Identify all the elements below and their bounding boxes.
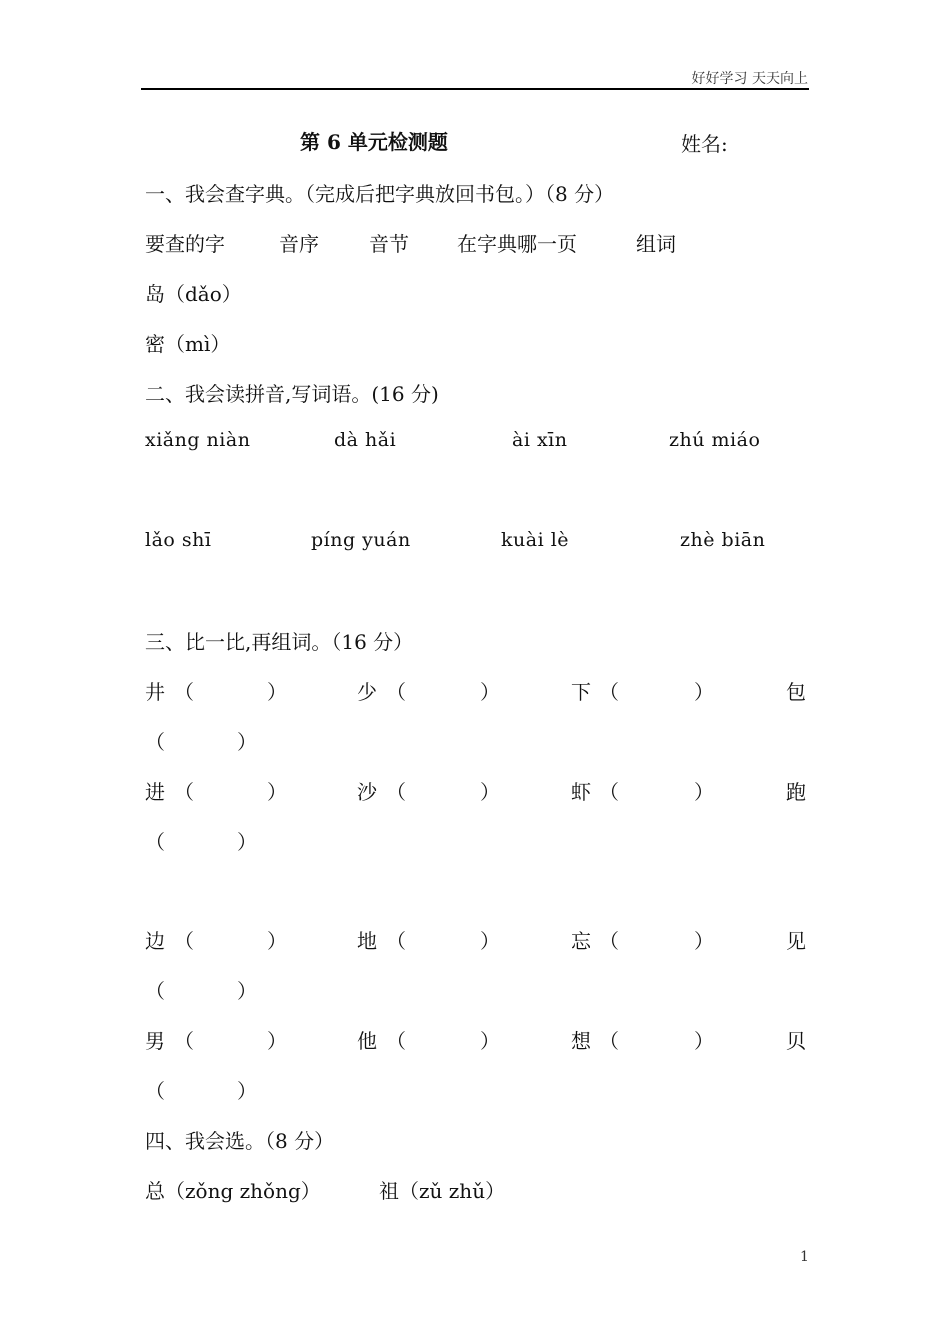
column-header-page: 在字典哪一页 [457, 232, 577, 256]
compare-char: 见 [786, 929, 806, 953]
pinyin-item: píng yuán [311, 529, 411, 551]
answer-close-paren: ） [694, 929, 714, 953]
column-header-char: 要查的字 [145, 232, 225, 256]
answer-open-paren: （ [599, 929, 619, 953]
answer-close-paren: ） [480, 929, 500, 953]
page-header-text: 好好学习 天天向上 [691, 71, 808, 87]
answer-close-paren: ） [480, 780, 500, 804]
answer-open-paren: （ [599, 780, 619, 804]
answer-open-paren: （ [174, 780, 194, 804]
answer-close-paren: ） [237, 830, 257, 854]
answer-close-paren: ） [480, 1029, 500, 1053]
answer-open-paren: （ [599, 1029, 619, 1053]
answer-close-paren: ） [267, 680, 287, 704]
answer-close-paren: ） [237, 730, 257, 754]
compare-char: 忘 [571, 929, 591, 953]
header-rule [141, 88, 809, 90]
answer-open-paren: （ [174, 1029, 194, 1053]
answer-open-paren: （ [386, 1029, 406, 1053]
compare-char: 贝 [786, 1029, 806, 1053]
answer-open-paren: （ [386, 929, 406, 953]
answer-open-paren: （ [174, 929, 194, 953]
section4-heading: 四、我会选。（8 分） [145, 1129, 335, 1153]
compare-char: 包 [786, 680, 806, 704]
compare-char: 想 [571, 1029, 591, 1053]
answer-close-paren: ） [694, 1029, 714, 1053]
answer-close-paren: ） [480, 680, 500, 704]
column-header-word: 组词 [636, 232, 676, 256]
answer-open-paren: （ [599, 680, 619, 704]
compare-char: 少 [357, 680, 377, 704]
compare-char: 边 [145, 929, 165, 953]
answer-open-paren: （ [145, 830, 165, 854]
compare-char: 进 [145, 780, 165, 804]
compare-char: 沙 [357, 780, 377, 804]
answer-open-paren: （ [386, 680, 406, 704]
pinyin-item: dà hǎi [334, 429, 397, 451]
page-title: 第 6 单元检测题 [300, 130, 448, 154]
section1-heading: 一、我会查字典。（完成后把字典放回书包。）（8 分） [145, 182, 615, 206]
compare-char: 他 [357, 1029, 377, 1053]
pinyin-item: ài xīn [512, 429, 568, 451]
answer-close-paren: ） [694, 680, 714, 704]
compare-char: 地 [357, 929, 377, 953]
answer-close-paren: ） [694, 780, 714, 804]
page-number: 1 [800, 1249, 809, 1265]
answer-close-paren: ） [267, 1029, 287, 1053]
pinyin-item: kuài lè [501, 529, 570, 551]
section3-heading: 三、比一比,再组词。（16 分） [145, 630, 414, 654]
answer-close-paren: ） [267, 929, 287, 953]
answer-open-paren: （ [386, 780, 406, 804]
lookup-row: 岛（dǎo） [145, 282, 242, 306]
answer-open-paren: （ [145, 1079, 165, 1103]
lookup-row: 密（mì） [145, 332, 231, 356]
pinyin-item: xiǎng niàn [145, 429, 251, 451]
pinyin-item: zhè biān [680, 529, 766, 551]
column-header-syllable: 音节 [369, 232, 409, 256]
answer-close-paren: ） [267, 780, 287, 804]
compare-char: 跑 [786, 780, 806, 804]
answer-open-paren: （ [145, 730, 165, 754]
answer-open-paren: （ [174, 680, 194, 704]
choice-item: 祖（zǔ zhǔ） [379, 1179, 506, 1203]
answer-close-paren: ） [237, 979, 257, 1003]
compare-char: 虾 [571, 780, 591, 804]
compare-char: 男 [145, 1029, 165, 1053]
compare-char: 下 [571, 680, 591, 704]
name-label: 姓名: [681, 132, 728, 156]
compare-char: 井 [145, 680, 165, 704]
pinyin-item: zhú miáo [669, 429, 761, 451]
choice-item: 总（zǒng zhǒng） [145, 1179, 321, 1203]
answer-close-paren: ） [237, 1079, 257, 1103]
section2-heading: 二、我会读拼音,写词语。(16 分) [145, 382, 439, 406]
answer-open-paren: （ [145, 979, 165, 1003]
column-header-initial: 音序 [279, 232, 319, 256]
pinyin-item: lǎo shī [145, 529, 212, 551]
